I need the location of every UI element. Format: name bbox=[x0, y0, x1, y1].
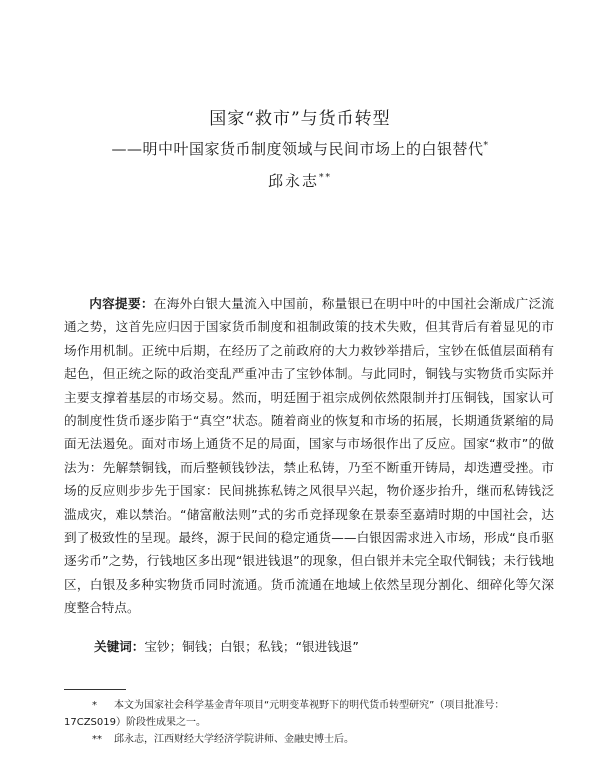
keywords bbox=[94, 636, 554, 658]
footnotes bbox=[64, 697, 556, 748]
abstract-text: 在海外白银大量流入中国前，称量银已在明中叶的中国社会渐成广泛流通之势，这首先应归因于国家货币制度和祖制政策的技术失败，但其背后有着显见的市场作用机制。正统中后期，在经历了之前政府的大力救钞举措后，宝钞在低值层面稍有起色，但正统之际的政治变乱严重冲击了宝钞体制。与此同时，铜钱与实物货币实际并主要支撑着基层的市场交易。然而，明廷囿于祖宗成例依然限制并打压铜钱，国家认可的制度性货币逐步陷于“真空”状态。随着商业的恢复和市场的拓展，长期通货紧缩的局面无法遏免。面对市场上通货不足的局面，国家与市场很作出了反应。国家“救市”的做法为：先解禁铜钱，而后整顿钱钞法，禁止私铸，乃至不断重开铸局，却迭遭受挫。市场的反应则步步先于国家：民间挑拣私铸之风很早兴起，物价逐步抬升，继而私铸钱泛滥成灾，难以禁治。“储富敝法则”式的劣币竞择现象在景泰至嘉靖时期的中国社会，达到了极致性的呈现。最终，源于民间的稳定通货——白银因需求进入市场，形成“良币驱逐劣币”之势，行钱地区多出现“银进钱退”的现象，但白银并未完全取代铜钱；未行钱地区，白银及多种实物货币同时流通。货币流通在地域上依然呈现分割化、细碎化等欠深度整合特点。 bbox=[64, 296, 555, 616]
keywords-text: 宝钞；铜钱；白银；私钱；“银进钱退” bbox=[144, 639, 359, 654]
subtitle-text: ——明中叶国家货币制度领域与民间市场上的白银替代 bbox=[111, 140, 484, 158]
author-line bbox=[0, 170, 600, 191]
article-subtitle bbox=[0, 138, 600, 159]
footnote-divider bbox=[64, 689, 126, 690]
footnote-2 bbox=[64, 731, 556, 748]
subtitle-footnote-mark: * bbox=[483, 141, 489, 151]
author-footnote-mark: ** bbox=[319, 173, 332, 183]
author-name: 邱永志 bbox=[267, 172, 319, 190]
footnote-1-mark: * bbox=[92, 700, 97, 711]
footnote-2-text: 邱永志，江西财经大学经济学院讲师、金融史博士后。 bbox=[114, 734, 354, 745]
keywords-label: 关键词： bbox=[94, 639, 145, 654]
article-title: 国家“救市”与货币转型 bbox=[209, 109, 391, 129]
footnote-1 bbox=[64, 697, 556, 731]
abstract bbox=[64, 292, 554, 620]
footnote-1-text: 本文为国家社会科学基金青年项目“元明变革视野下的明代货币转型研究”（项目批准号：17CZS019）阶段性成果之一。 bbox=[64, 700, 505, 728]
footnote-2-mark: ** bbox=[92, 734, 102, 745]
abstract-label: 内容提要： bbox=[89, 296, 154, 311]
